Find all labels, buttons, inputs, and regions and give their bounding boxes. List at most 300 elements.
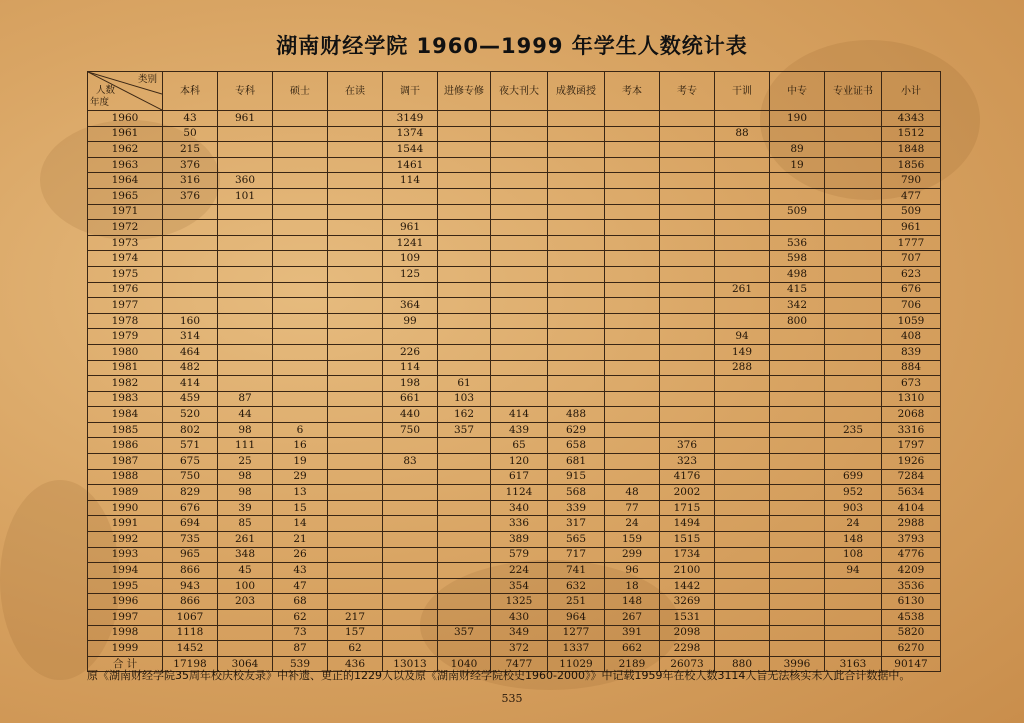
count-cell	[438, 469, 491, 485]
count-cell	[328, 188, 383, 204]
count-cell	[218, 220, 273, 236]
total-cell: 11029	[548, 656, 605, 672]
count-cell	[548, 220, 605, 236]
count-cell: 536	[770, 235, 825, 251]
count-cell	[438, 594, 491, 610]
total-cell: 26073	[660, 656, 715, 672]
count-cell: 440	[383, 407, 438, 423]
count-cell	[218, 329, 273, 345]
count-cell	[273, 111, 328, 127]
table-row	[88, 251, 941, 267]
count-cell	[383, 610, 438, 626]
count-cell: 98	[218, 469, 273, 485]
table-row	[88, 157, 941, 173]
count-cell	[328, 266, 383, 282]
count-cell	[273, 298, 328, 314]
count-cell	[715, 578, 770, 594]
count-cell	[383, 532, 438, 548]
count-cell	[328, 204, 383, 220]
count-cell: 1310	[882, 391, 941, 407]
corner-header-cell	[88, 72, 163, 111]
count-cell: 706	[882, 298, 941, 314]
count-cell	[438, 563, 491, 579]
total-cell: 3163	[825, 656, 882, 672]
count-cell: 94	[825, 563, 882, 579]
year-cell: 1985	[88, 422, 163, 438]
count-cell	[770, 407, 825, 423]
count-cell	[605, 282, 660, 298]
count-cell	[328, 376, 383, 392]
count-cell: 915	[548, 469, 605, 485]
count-cell	[770, 422, 825, 438]
count-cell	[825, 625, 882, 641]
count-cell	[715, 157, 770, 173]
count-cell: 1059	[882, 313, 941, 329]
count-cell: 339	[548, 500, 605, 516]
count-cell	[605, 126, 660, 142]
count-cell	[605, 235, 660, 251]
count-cell	[715, 142, 770, 158]
count-cell	[218, 126, 273, 142]
table-row	[88, 594, 941, 610]
count-cell	[328, 282, 383, 298]
count-cell: 675	[163, 454, 218, 470]
count-cell	[825, 157, 882, 173]
count-cell: 120	[491, 454, 548, 470]
count-cell: 323	[660, 454, 715, 470]
count-cell: 3269	[660, 594, 715, 610]
table-row	[88, 547, 941, 563]
count-cell	[328, 563, 383, 579]
count-cell	[491, 391, 548, 407]
count-cell	[548, 126, 605, 142]
count-cell: 376	[660, 438, 715, 454]
count-cell	[438, 485, 491, 501]
count-cell: 1277	[548, 625, 605, 641]
table-row	[88, 641, 941, 657]
count-cell: 1734	[660, 547, 715, 563]
count-cell	[218, 157, 273, 173]
count-cell: 623	[882, 266, 941, 282]
count-cell: 47	[273, 578, 328, 594]
page-number: 535	[501, 692, 523, 705]
year-cell: 1973	[88, 235, 163, 251]
count-cell	[660, 142, 715, 158]
count-cell	[770, 126, 825, 142]
count-cell	[715, 266, 770, 282]
count-cell: 661	[383, 391, 438, 407]
table-row	[88, 298, 941, 314]
count-cell	[163, 266, 218, 282]
count-cell	[218, 313, 273, 329]
count-cell	[605, 407, 660, 423]
count-cell	[218, 251, 273, 267]
count-cell	[491, 344, 548, 360]
column-header: 在读	[328, 72, 383, 111]
count-cell	[660, 251, 715, 267]
count-cell: 903	[825, 500, 882, 516]
count-cell	[715, 641, 770, 657]
count-cell	[438, 173, 491, 189]
count-cell: 717	[548, 547, 605, 563]
year-cell: 1982	[88, 376, 163, 392]
count-cell: 2298	[660, 641, 715, 657]
count-cell: 1461	[383, 157, 438, 173]
year-cell: 1964	[88, 173, 163, 189]
count-cell	[491, 376, 548, 392]
table-row	[88, 532, 941, 548]
corner-label-category: 类别	[137, 74, 157, 85]
count-cell: 43	[163, 111, 218, 127]
count-cell	[328, 298, 383, 314]
year-cell: 1978	[88, 313, 163, 329]
table-row	[88, 625, 941, 641]
count-cell: 1118	[163, 625, 218, 641]
count-cell: 114	[383, 173, 438, 189]
count-cell: 24	[605, 516, 660, 532]
year-cell: 1994	[88, 563, 163, 579]
count-cell	[383, 204, 438, 220]
count-cell	[383, 547, 438, 563]
count-cell: 3316	[882, 422, 941, 438]
count-cell	[660, 313, 715, 329]
count-cell	[328, 344, 383, 360]
count-cell	[660, 126, 715, 142]
count-cell	[491, 313, 548, 329]
count-cell: 299	[605, 547, 660, 563]
count-cell: 65	[491, 438, 548, 454]
count-cell: 414	[491, 407, 548, 423]
count-cell	[825, 407, 882, 423]
count-cell: 2988	[882, 516, 941, 532]
count-cell: 520	[163, 407, 218, 423]
count-cell: 4176	[660, 469, 715, 485]
count-cell	[438, 360, 491, 376]
count-cell	[605, 173, 660, 189]
count-cell	[273, 188, 328, 204]
count-cell	[825, 360, 882, 376]
count-cell: 372	[491, 641, 548, 657]
count-cell	[383, 625, 438, 641]
count-cell	[163, 298, 218, 314]
count-cell	[548, 204, 605, 220]
count-cell	[548, 313, 605, 329]
count-cell	[660, 173, 715, 189]
count-cell	[383, 516, 438, 532]
table-row	[88, 173, 941, 189]
count-cell: 5820	[882, 625, 941, 641]
count-cell	[438, 298, 491, 314]
count-cell	[770, 454, 825, 470]
count-cell	[328, 126, 383, 142]
count-cell	[825, 454, 882, 470]
count-cell: 83	[383, 454, 438, 470]
count-cell: 1494	[660, 516, 715, 532]
count-cell: 568	[548, 485, 605, 501]
count-cell: 162	[438, 407, 491, 423]
count-cell	[548, 360, 605, 376]
count-cell: 349	[491, 625, 548, 641]
count-cell	[438, 111, 491, 127]
count-cell	[438, 610, 491, 626]
count-cell	[273, 235, 328, 251]
count-cell: 477	[882, 188, 941, 204]
count-cell	[383, 188, 438, 204]
count-cell: 1067	[163, 610, 218, 626]
total-label-cell: 合 计	[88, 656, 163, 672]
count-cell	[548, 188, 605, 204]
count-cell: 498	[770, 266, 825, 282]
count-cell: 267	[605, 610, 660, 626]
count-cell: 19	[770, 157, 825, 173]
count-cell: 579	[491, 547, 548, 563]
count-cell: 598	[770, 251, 825, 267]
count-cell	[770, 391, 825, 407]
total-cell: 90147	[882, 656, 941, 672]
count-cell: 658	[548, 438, 605, 454]
count-cell: 430	[491, 610, 548, 626]
count-cell	[163, 251, 218, 267]
count-cell: 125	[383, 266, 438, 282]
count-cell	[438, 438, 491, 454]
count-cell: 389	[491, 532, 548, 548]
count-cell	[328, 251, 383, 267]
count-cell	[825, 594, 882, 610]
table-row	[88, 500, 941, 516]
table-row	[88, 188, 941, 204]
count-cell	[438, 251, 491, 267]
count-cell: 1715	[660, 500, 715, 516]
count-cell	[163, 220, 218, 236]
corner-label-count: 人数	[96, 85, 116, 96]
count-cell	[605, 266, 660, 282]
count-cell: 340	[491, 500, 548, 516]
year-cell: 1997	[88, 610, 163, 626]
count-cell	[715, 563, 770, 579]
count-cell	[715, 111, 770, 127]
count-cell	[328, 532, 383, 548]
total-cell: 3996	[770, 656, 825, 672]
count-cell	[328, 578, 383, 594]
count-cell: 87	[218, 391, 273, 407]
count-cell	[383, 485, 438, 501]
count-cell: 676	[882, 282, 941, 298]
count-cell	[438, 126, 491, 142]
count-cell	[438, 578, 491, 594]
count-cell	[548, 157, 605, 173]
count-cell	[438, 220, 491, 236]
count-cell	[825, 298, 882, 314]
count-cell: 1515	[660, 532, 715, 548]
table-row	[88, 391, 941, 407]
year-cell: 1974	[88, 251, 163, 267]
count-cell	[605, 454, 660, 470]
count-cell: 114	[383, 360, 438, 376]
count-cell: 464	[163, 344, 218, 360]
year-cell: 1999	[88, 641, 163, 657]
year-cell: 1996	[88, 594, 163, 610]
count-cell	[438, 516, 491, 532]
total-cell: 436	[328, 656, 383, 672]
column-header: 小计	[882, 72, 941, 111]
count-cell: 360	[218, 173, 273, 189]
count-cell: 961	[218, 111, 273, 127]
count-cell	[328, 438, 383, 454]
count-cell	[660, 329, 715, 345]
count-cell	[715, 610, 770, 626]
count-cell: 6130	[882, 594, 941, 610]
count-cell	[491, 329, 548, 345]
count-cell	[438, 266, 491, 282]
count-cell: 376	[163, 188, 218, 204]
count-cell: 964	[548, 610, 605, 626]
table-row	[88, 220, 941, 236]
count-cell: 357	[438, 625, 491, 641]
count-cell	[273, 204, 328, 220]
count-cell	[273, 251, 328, 267]
year-cell: 1962	[88, 142, 163, 158]
count-cell	[605, 111, 660, 127]
count-cell	[218, 298, 273, 314]
total-cell: 880	[715, 656, 770, 672]
count-cell	[438, 235, 491, 251]
count-cell	[715, 485, 770, 501]
count-cell: 68	[273, 594, 328, 610]
count-cell	[715, 625, 770, 641]
count-cell	[548, 266, 605, 282]
count-cell	[605, 188, 660, 204]
count-cell: 14	[273, 516, 328, 532]
count-cell	[825, 376, 882, 392]
count-cell: 62	[273, 610, 328, 626]
table-row	[88, 407, 941, 423]
count-cell: 961	[882, 220, 941, 236]
count-cell	[825, 578, 882, 594]
count-cell	[383, 329, 438, 345]
count-cell	[770, 563, 825, 579]
count-cell	[825, 329, 882, 345]
count-cell: 415	[770, 282, 825, 298]
count-cell: 1544	[383, 142, 438, 158]
column-header: 中专	[770, 72, 825, 111]
count-cell: 699	[825, 469, 882, 485]
total-cell: 539	[273, 656, 328, 672]
count-cell: 357	[438, 422, 491, 438]
count-cell	[660, 344, 715, 360]
count-cell: 109	[383, 251, 438, 267]
year-cell: 1977	[88, 298, 163, 314]
count-cell	[218, 641, 273, 657]
count-cell	[438, 532, 491, 548]
table-row	[88, 469, 941, 485]
count-cell	[715, 173, 770, 189]
count-cell	[825, 126, 882, 142]
count-cell	[383, 594, 438, 610]
count-cell	[548, 344, 605, 360]
count-cell	[660, 391, 715, 407]
count-cell: 19	[273, 454, 328, 470]
count-cell	[328, 547, 383, 563]
column-header: 调干	[383, 72, 438, 111]
count-cell	[825, 251, 882, 267]
count-cell	[770, 516, 825, 532]
count-cell	[328, 594, 383, 610]
count-cell: 839	[882, 344, 941, 360]
count-cell	[660, 111, 715, 127]
count-cell	[825, 282, 882, 298]
count-cell	[438, 500, 491, 516]
count-cell	[438, 157, 491, 173]
count-cell	[715, 298, 770, 314]
count-cell: 50	[163, 126, 218, 142]
count-cell	[715, 422, 770, 438]
count-cell	[715, 188, 770, 204]
count-cell: 1374	[383, 126, 438, 142]
table-row	[88, 454, 941, 470]
count-cell: 617	[491, 469, 548, 485]
count-cell	[491, 251, 548, 267]
count-cell: 4209	[882, 563, 941, 579]
column-header: 专科	[218, 72, 273, 111]
count-cell	[715, 313, 770, 329]
count-cell	[715, 532, 770, 548]
year-cell: 1975	[88, 266, 163, 282]
count-cell: 750	[163, 469, 218, 485]
table-row	[88, 126, 941, 142]
count-cell	[383, 438, 438, 454]
count-cell	[163, 204, 218, 220]
count-cell: 1241	[383, 235, 438, 251]
count-cell	[770, 641, 825, 657]
count-cell: 1452	[163, 641, 218, 657]
count-cell: 45	[218, 563, 273, 579]
count-cell	[491, 111, 548, 127]
count-cell: 439	[491, 422, 548, 438]
count-cell	[491, 173, 548, 189]
count-cell	[825, 204, 882, 220]
count-cell: 100	[218, 578, 273, 594]
count-cell: 1531	[660, 610, 715, 626]
count-cell	[715, 594, 770, 610]
count-cell: 1337	[548, 641, 605, 657]
count-cell: 215	[163, 142, 218, 158]
count-cell: 673	[882, 376, 941, 392]
count-cell	[328, 407, 383, 423]
count-cell	[218, 266, 273, 282]
count-cell	[660, 282, 715, 298]
count-cell	[770, 173, 825, 189]
count-cell: 376	[163, 157, 218, 173]
count-cell	[605, 360, 660, 376]
count-cell: 21	[273, 532, 328, 548]
year-cell: 1971	[88, 204, 163, 220]
table-row	[88, 360, 941, 376]
count-cell	[548, 235, 605, 251]
total-cell: 2189	[605, 656, 660, 672]
column-header: 本科	[163, 72, 218, 111]
count-cell	[218, 344, 273, 360]
count-cell: 2002	[660, 485, 715, 501]
count-cell	[770, 625, 825, 641]
year-cell: 1963	[88, 157, 163, 173]
count-cell: 148	[605, 594, 660, 610]
count-cell	[715, 407, 770, 423]
count-cell	[660, 235, 715, 251]
count-cell: 459	[163, 391, 218, 407]
count-cell	[770, 547, 825, 563]
count-cell: 3536	[882, 578, 941, 594]
count-cell: 203	[218, 594, 273, 610]
